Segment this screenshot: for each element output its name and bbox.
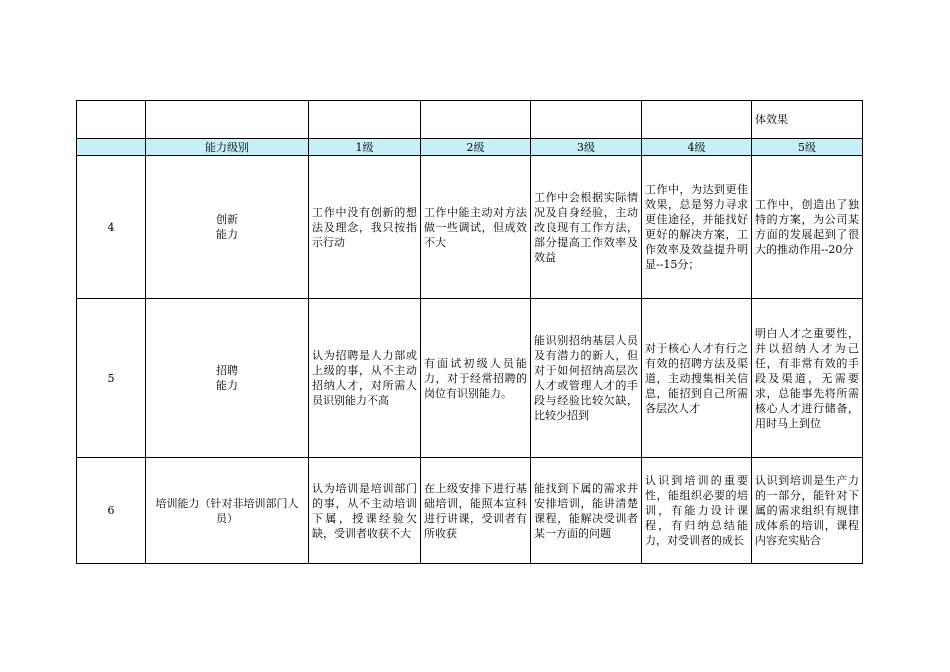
- table-cell: 体效果: [752, 101, 863, 139]
- header-cell-level: 5级: [752, 139, 863, 156]
- row-number: 6: [77, 458, 146, 564]
- level-description: 认识到培训是生产力的一部分，能针对下属的需求组织有规律成体系的培训，课程内容充实贴合: [752, 458, 863, 564]
- competency-name: 创新 能力: [146, 156, 309, 299]
- level-description: 对于核心人才有行之有效的招聘方法及渠道，主动搜集相关信息，能招到自己所需各层次人才: [642, 299, 752, 458]
- level-description: 工作中没有创新的想法及理念，我只按指示行动: [309, 156, 421, 299]
- table-row: [77, 101, 863, 139]
- header-cell-label: 能力级别: [146, 139, 309, 156]
- level-description: 工作中会根据实际情况及自身经验，主动改良现有工作方法，部分提高工作效率及效益: [531, 156, 642, 299]
- table-cell: [421, 101, 531, 139]
- competency-table: [76, 100, 863, 564]
- competency-name: 招聘 能力: [146, 299, 309, 458]
- table-cell: [146, 101, 309, 139]
- level-description: 工作中，创造出了独特的方案，为公司某方面的发展起到了很大的推动作用--20分: [752, 156, 863, 299]
- level-description: 在上级安排下进行基础培训，能照本宣科进行讲课，受训者有所收获: [421, 458, 531, 564]
- header-row: [77, 139, 863, 156]
- table-row: [77, 299, 863, 458]
- table-cell: [642, 101, 752, 139]
- header-cell: [77, 139, 146, 156]
- level-description: 明白人才之重要性，并以招纳人才为己任，有非常有效的手段及渠道，无需要求，总能事先将所需核心人才进行储备，用时马上到位: [752, 299, 863, 458]
- level-description: 有面试初级人员能力，对于经常招聘的岗位有识别能力。: [421, 299, 531, 458]
- table-cell: [309, 101, 421, 139]
- level-description: 认为培训是培训部门的事，从不主动培训下属，授课经验欠缺，受训者收获不大: [309, 458, 421, 564]
- header-cell-level: 2级: [421, 139, 531, 156]
- level-description: 工作中，为达到更佳效果，总是努力寻求更佳途径，并能找好更好的解决方案，工作效率及效益提升明显--15分；: [642, 156, 752, 299]
- row-number: 4: [77, 156, 146, 299]
- header-cell-level: 3级: [531, 139, 642, 156]
- table-row: [77, 156, 863, 299]
- header-cell-level: 1级: [309, 139, 421, 156]
- header-cell-level: 4级: [642, 139, 752, 156]
- level-description: 认识到培训的重要性，能组织必要的培训，有能力设计课程，有归纳总结能力，对受训者的成长: [642, 458, 752, 564]
- row-number: 5: [77, 299, 146, 458]
- table-cell: [531, 101, 642, 139]
- table-row: [77, 458, 863, 564]
- table-cell: [77, 101, 146, 139]
- competency-name: 培训能力（针对非培训部门人员）: [146, 458, 309, 564]
- level-description: 能识别招纳基层人员及有潜力的新人，但对于如何招纳高层次人才或管理人才的手段与经验比较欠缺，比较少招到: [531, 299, 642, 458]
- level-description: 能找到下属的需求并安排培训，能讲清楚课程，能解决受训者某一方面的问题: [531, 458, 642, 564]
- level-description: 认为招聘是人力部或上级的事，从不主动招纳人才，对所需人员识别能力不高: [309, 299, 421, 458]
- level-description: 工作中能主动对方法做一些调试，但成效不大: [421, 156, 531, 299]
